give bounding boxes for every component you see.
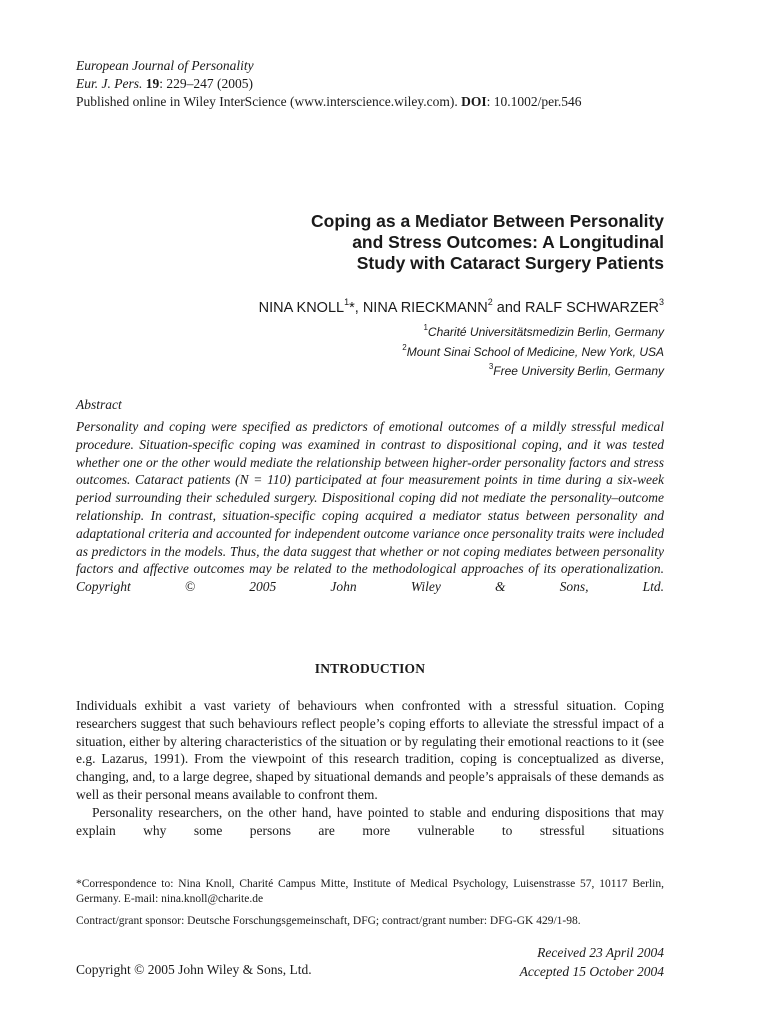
accepted-date: Accepted 15 October 2004 [519, 964, 664, 979]
journal-citation [76, 75, 581, 93]
author-name: NINA RIECKMANN [362, 299, 488, 316]
author-conjunction: and [492, 299, 525, 316]
paragraph: Individuals exhibit a vast variety of behaviours when confronted with a stressful situation. Coping researchers suggest that such behaviours reflect people’s coping efforts to alleviate the stressful impact of a situation, either by altering characteristics of the situation or by regulating their emotional reactions to it (see e.g. Lazarus, 1991). From the viewpoint of this research tradition, coping is conceptualized as diverse, changing, and, to a large degree, shaped by situational demands and people’s appraisals of these demands as well as their personal means available to confront them. [76, 698, 664, 802]
footnotes [76, 877, 664, 937]
author-name: NINA KNOLL [258, 299, 345, 316]
affiliation [402, 321, 664, 341]
affiliation [402, 360, 664, 380]
publication-info [76, 93, 581, 111]
journal-abbrev: Eur. J. Pers. [76, 76, 143, 91]
correspondence-footnote: *Correspondence to: Nina Knoll, Charité Campus Mitte, Institute of Medical Psychology, Luisenstrasse 57, 10117 Berlin, Germany. E-mail: nina.knoll@charite.de [76, 878, 664, 905]
title-line: Study with Cataract Surgery Patients [356, 253, 664, 273]
affiliation-number: 1 [423, 323, 428, 332]
journal-name: European Journal of Personality [76, 58, 254, 73]
affiliation-text: Charité Universitätsmedizin Berlin, Germany [427, 325, 664, 339]
paragraph: Personality researchers, on the other hand, have pointed to stable and enduring dispositions that may explain why some persons are more vulnerable to stressful situations [76, 804, 664, 838]
introduction-body [76, 697, 664, 839]
author-affil-mark: 3 [658, 297, 664, 307]
journal-header [76, 57, 581, 111]
affiliation-text: Mount Sinai School of Medicine, New York, USA [406, 344, 664, 359]
affiliation [402, 341, 664, 361]
affiliations [402, 321, 664, 380]
affiliation-text: Free University Berlin, Germany [493, 364, 664, 378]
article-page [76, 0, 664, 1024]
article-dates [520, 943, 664, 981]
published-online: Published online in Wiley InterScience (www.interscience.wiley.com). [76, 94, 458, 109]
copyright-footer: Copyright © 2005 John Wiley & Sons, Ltd. [76, 962, 312, 977]
abstract-text: Personality and coping were specified as predictors of emotional outcomes of a mildly stressful medical procedure. Situation-specific coping was examined in contrast to dispositional coping, and it was tested whether one or the other would mediate the relationship between higher-order personality factors and stress outcomes. Cataract patients (N = 110) participated at four measurement points in time during a six-week period surrounding their scheduled surgery. Dispositional coping did not mediate the personality–outcome relationship. In contrast, situation-specific coping acquired a mediator status between personality and adaptational criteria and accounted for independent outcome variance once personality traits were included as predictors in the models. Thus, the data suggest that whether or not coping mediates between personality factors and affective outcomes may be related to the methodological approaches of its operationalization. Copyright © 2005 John Wiley & Sons, Ltd. [76, 419, 664, 595]
doi-value: : 10.1002/per.546 [486, 94, 582, 109]
author-affil-mark: 1 [344, 297, 350, 307]
author-name: RALF SCHWARZER [524, 299, 659, 316]
journal-volume: 19 [145, 76, 160, 91]
title-line: and Stress Outcomes: A Longitudinal [352, 232, 664, 252]
affiliation-number: 2 [402, 342, 407, 352]
affiliation-number: 3 [488, 362, 494, 371]
author-separator: , [354, 299, 363, 316]
doi-label: DOI [461, 94, 487, 109]
section-heading-introduction: INTRODUCTION [314, 661, 426, 676]
author-list [259, 298, 664, 316]
article-title [184, 211, 664, 274]
correspondence-mark: * [349, 299, 355, 316]
grant-footnote: Contract/grant sponsor: Deutsche Forschungsgemeinschaft, DFG; contract/grant number: DFG-GK 429/1-98. [76, 915, 581, 927]
received-date: Received 23 April 2004 [537, 945, 664, 960]
title-line: Coping as a Mediator Between Personality [311, 211, 664, 231]
journal-pages-year: : 229–247 (2005) [159, 76, 253, 91]
author-affil-mark: 2 [487, 297, 493, 307]
abstract-heading: Abstract [76, 397, 122, 412]
